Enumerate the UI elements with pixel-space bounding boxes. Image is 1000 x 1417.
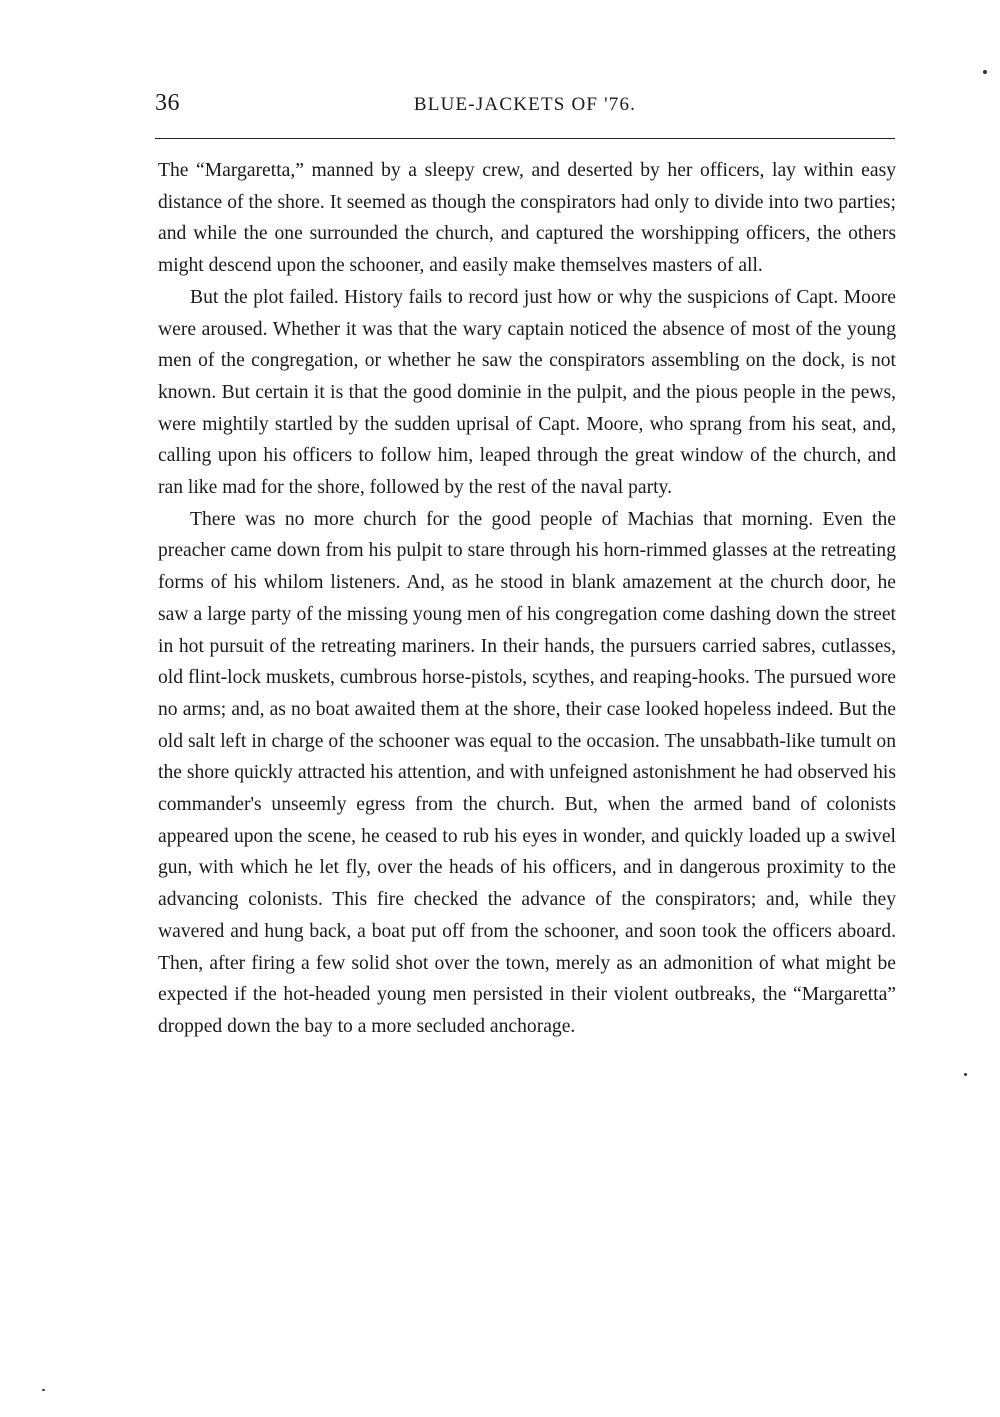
page-header [155,88,895,128]
scan-speck [983,70,987,74]
page-number: 36 [155,90,180,116]
running-title: BLUE-JACKETS OF '76. [413,94,637,115]
scan-speck [42,1389,45,1391]
paragraph-1: The “Margaretta,” manned by a sleepy crew, and deserted by her officers, lay within easy distance of the shore. It seemed as though the conspirators had only to divide into two parties; and while the one surrounded the church, and captured the worshipping officers, the others might descend upon the schooner, and easily make themselves masters of all. [158,160,896,277]
header-rule [155,138,895,139]
paragraph-2: But the plot failed. History fails to record just how or why the suspicions of Capt. Moore were aroused. Whether it was that the wary captain noticed the absence of most of the young men of the congregation, or whether he saw the conspirators assembling on the dock, is not known. But certain it is that the good dominie in the pulpit, and the pious people in the pews, were mightily startled by the sudden uprisal of Capt. Moore, who sprang from his seat, and, calling upon his officers to follow him, leaped through the great window of the church, and ran like mad for the shore, followed by the rest of the naval party. [158,286,896,499]
paragraph-3: There was no more church for the good people of Machias that morning. Even the preacher came down from his pulpit to stare through his horn-rimmed glasses at the retreating forms of his whilom listeners. And, as he stood in blank amazement at the church door, he saw a large party of the missing young men of his congregation come dashing down the street in hot pursuit of the retreating mariners. In their hands, the pursuers carried sabres, cutlasses, old flint-lock muskets, cumbrous horse-pistols, scythes, and reaping-hooks. The pursued wore no arms; and, as no boat awaited them at the shore, their case looked hopeless indeed. But the old salt left in charge of the schooner was equal to the occasion. The unsabbath-like tumult on the shore quickly attracted his attention, and with unfeigned astonishment he had observed his commander's unseemly egress from the church. But, when the armed band of colonists appeared upon the scene, he ceased to rub his eyes in wonder, and quickly loaded up a swivel gun, with which he let fly, over the heads of his officers, and in dangerous proximity to the advancing colonists. This fire checked the advance of the conspirators; and, while they wavered and hung back, a boat put off from the schooner, and soon took the officers aboard. Then, after firing a few solid shot over the town, merely as an admonition of what might be expected if the hot-headed young men persisted in their violent outbreaks, the “Margaretta” dropped down the bay to a more secluded anchorage. [158,508,896,1037]
body-text [158,155,896,1043]
scan-speck [964,1073,967,1076]
